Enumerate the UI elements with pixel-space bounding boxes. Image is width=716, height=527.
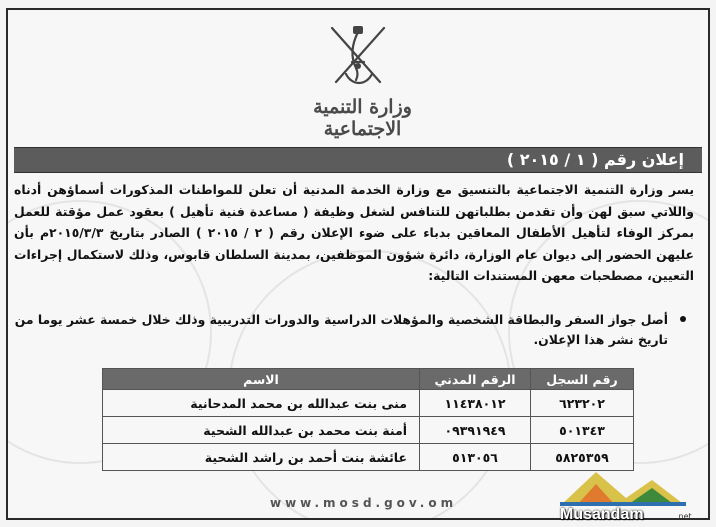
musandam-watermark-logo (556, 462, 716, 527)
table-header-row (103, 369, 634, 390)
bullet-icon (680, 316, 686, 322)
announcement-title: إعلان رقم ( ١ / ٢٠١٥ ) (506, 150, 684, 169)
logo-text: Musandam (560, 506, 644, 523)
header-name: الاسم (103, 369, 420, 390)
mountain-logo-icon (556, 462, 716, 512)
cell-registration: ٥٠١٣٤٣ (531, 417, 634, 444)
cell-registration: ٦٢٣٢٠٢ (531, 390, 634, 417)
cell-name: منى بنت عبدالله بن محمد المدحانية (103, 390, 420, 417)
table-row (103, 390, 634, 417)
cell-civil-number: ٥١٣٠٥٦ (420, 444, 531, 471)
table-row (103, 417, 634, 444)
header-registration: رقم السجل (531, 369, 634, 390)
ministry-name: وزارة التنمية الاجتماعية (313, 96, 412, 140)
cell-civil-number: ١١٤٣٨٠١٢ (420, 390, 531, 417)
cell-civil-number: ٠٩٣٩١٩٤٩ (420, 417, 531, 444)
announcement-body: يسر وزارة التنمية الاجتماعية بالتنسيق مع وزارة الخدمة المدنية أن تعلن للمواطنات المذكورات أسماؤهن أدناه واللاتي سبق لهن وأن تقدمن بطلباتهن للتنافس لشغل وظيفة ( مساعدة فنية تأهيل ) بعقود عمل مؤقتة للعمل بمركز الوفاء لتأهيل الأطفال المعاقين بدباء على ضوء الإعلان رقم ( ٢ / ٢٠١٥ ) الصادر بتاريخ ٢٠١٥/٣/٣م بأن عليهن الحضور إلى ديوان عام الوزارة، دائرة شؤون الموظفين، بمدينة السلطان قابوس، وذلك لاستكمال إجراءات التعيين، مصطحبات معهن المستندات التالية: (14, 182, 695, 283)
oman-khanjar-emblem-icon (322, 22, 394, 92)
cell-name: أمنة بنت محمد بن عبدالله الشحية (103, 417, 420, 444)
logo-suffix: .net (676, 512, 692, 521)
announcement-title-bar (14, 147, 702, 173)
header-civil-number: الرقم المدني (420, 369, 531, 390)
required-documents-item (14, 310, 686, 350)
candidates-table (102, 368, 634, 471)
cell-name: عائشة بنت أحمد بن راشد الشحية (103, 444, 420, 471)
ministry-website: www.mosd.gov.om (270, 496, 458, 510)
cell-registration: ٥٨٢٥٣٥٩ (531, 444, 634, 471)
required-documents-text: أصل جواز السفر والبطاقة الشخصية والمؤهلات الدراسية والدورات التدريبية وذلك خلال خمسة عشر يوما من تاريخ نشر هذا الإعلان. (14, 312, 668, 347)
table-row (103, 444, 634, 471)
